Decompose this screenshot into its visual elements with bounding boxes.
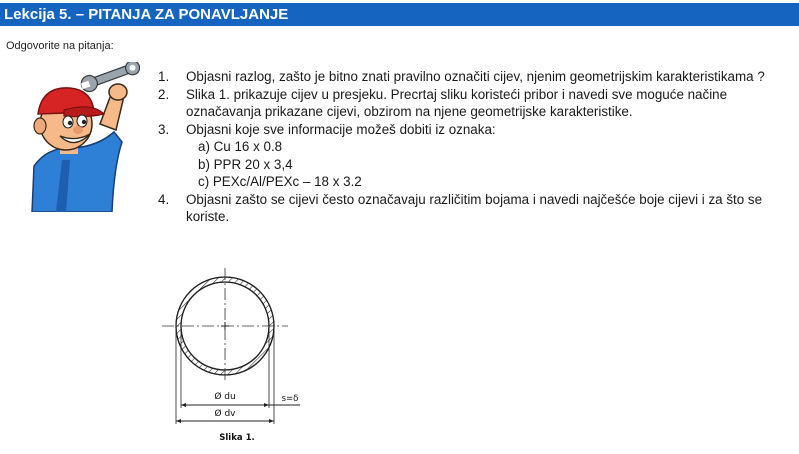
lesson-title: Lekcija 5. – PITANJA ZA PONAVLJANJE: [4, 6, 289, 23]
instructions-text: Odgovorite na pitanja:: [6, 40, 114, 52]
question-item: 4. Objasni zašto se cijevi često označavaju različitim bojama i navedi najčešće boje cijevi i za što se koriste.: [158, 191, 763, 224]
outer-diameter-label: Ø dv: [214, 409, 236, 419]
figure-caption: Slika 1.: [219, 433, 255, 443]
question-item: 2. Slika 1. prikazuje cijev u presjeku. Precrtaj sliku koristeći pribor i navedi sve moguće načine označavanja prikazane cijevi, obzirom na njene geometrijske karakteristike.: [158, 86, 728, 119]
pipe-cross-section-figure: [150, 268, 320, 448]
question-item: 3. Objasni koje sve informacije možeš dobiti iz oznaka:: [158, 121, 496, 137]
wall-thickness-label: s=δ: [281, 394, 299, 404]
question-item: 1. Objasni razlog, zašto je bitno znati pravilno označiti cijev, njenim geometrijskim karakteristikama ?: [158, 69, 765, 84]
question-subitem: c) PEXc/Al/PEXc – 18 x 3.2: [198, 174, 362, 189]
question-subitem: b) PPR 20 x 3,4: [198, 156, 293, 172]
question-subitem: a) Cu 16 x 0.8: [198, 139, 283, 154]
inner-diameter-label: Ø du: [214, 392, 236, 402]
plumber-mascot-icon: [8, 62, 140, 212]
lesson-title-bar: [0, 3, 799, 26]
question-list: [158, 68, 788, 226]
